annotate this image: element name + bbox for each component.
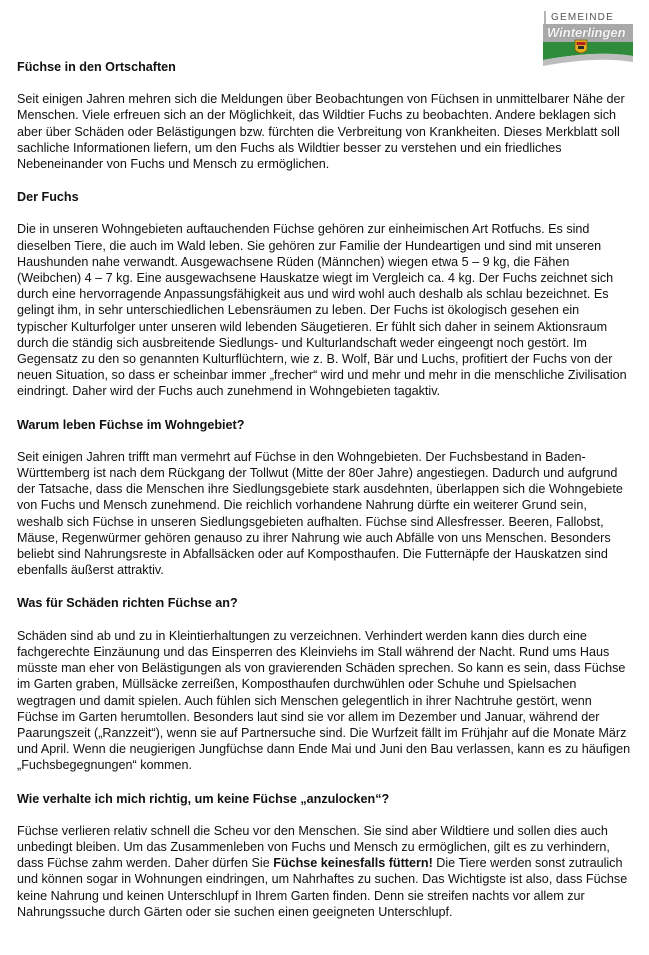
document-body <box>17 59 633 937</box>
crest-icon <box>575 40 587 53</box>
section-paragraph: Die in unseren Wohngebieten auftauchenden Füchse gehören zur einheimischen Art Rotfuchs. Es sind dieselben Tiere, die auch im Wald leben. Sie gehören zur Familie der Hundeartigen und sind mit unseren Haushunden nahe verwandt. Ausgewachsene Rüden (Männchen) wiegen etwa 5 – 9 kg, die Fähen (Weibchen) 4 – 7 kg. Eine ausgewachsene Hauskatze wiegt im Vergleich ca. 4 kg. Der Fuchs zeichnet sich durch eine hervorragende Anpassungsfähigkeit aus und wird wohl auch deshalb als schlau bezeichnet. Es gelingt ihm, in sehr unterschiedlichen Lebensräumen zu leben. Der Fuchs ist ökologisch gesehen ein typischer Kulturfolger unter unseren wild lebenden Säugetieren. Er fühlt sich daher in seinem Aktionsraum durch die ständig sich ausbreitende Siedlungs- und Kulturlandschaft weder eingeengt noch gestört. Im Gegensatz zu den so genannten Kulturflüchtern, wie z. B. Wolf, Bär und Luchs, profitiert der Fuchs von der neuen Situation, so dass er scheinbar immer „frecher“ wird und mehr und mehr in die menschliche Zivilisation eindringt. Daher wird der Fuchs auch zunehmend in Wohngebieten tagaktiv. <box>17 222 627 399</box>
emphasis-text: Füchse keinesfalls füttern! <box>273 856 433 871</box>
logo-town-text: Winterlingen <box>547 25 626 40</box>
section-heading: Warum leben Füchse im Wohngebiet? <box>17 417 245 432</box>
paragraph-text: Füchse verlieren relativ schnell die Scheu vor den Menschen. Sie sind aber Wildtiere und sollen dies auch unbedingt bleiben. Um das Zusammenleben von Fuchs und Mensch zu ermöglichen, gilt es zu verhindern, dass Füchse zahm werden. Daher dürfen Sie <box>17 823 610 871</box>
section-heading: Der Fuchs <box>17 190 79 205</box>
logo-gemeinde-text: GEMEINDE <box>551 12 614 23</box>
section-heading: Füchse in den Ortschaften <box>17 60 176 74</box>
section-paragraph <box>17 823 633 920</box>
section-heading: Wie verhalte ich mich richtig, um keine Füchse „anzulocken“? <box>17 791 390 806</box>
section-paragraph: Schäden sind ab und zu in Kleintierhaltungen zu verzeichnen. Verhindert werden kann dies durch eine fachgerechte Einzäunung und das Einsperren des Kleinviehs im Stall während der Nacht. Rund ums Haus müsste man eher von Belästigungen als von gravierenden Schäden sprechen. So kann es sein, dass Füchse im Garten graben, Müllsäcke zerreißen, Komposthaufen durchwühlen oder Schuhe und Spielsachen wegtragen und damit spielen. Auch fühlen sich Menschen gelegentlich in ihrer Nachtruhe gestört, wenn Füchse im Garten herumtollen. Besonders laut sind sie vor allem im Dezember und Januar, während der Paarungszeit („Ranzzeit“), wenn sie auf Partnersuche sind. Die Wurfzeit fällt im Frühjahr auf die Monate März und April. Wenn die neugierigen Jungfüchse dann Ende Mai und Juni den Bau verlassen, kann es zu häufigen „Fuchsbegegnungen“ kommen. <box>17 628 631 773</box>
paragraph-text: Die Tiere werden sonst zutraulich und können sogar in Wohnungen eindringen, um Nahrhaftes zu suchen. Das Wichtigste ist also, dass Füchse keine Nahrung und keinen Unterschlupf in Ihrem Garten finden. Denn sie streifen nachts vor allem zur Nahrungssuche durch Gärten oder sie suchen einen geeigneten Unterschlupf. <box>17 856 628 919</box>
section-heading: Was für Schäden richten Füchse an? <box>17 596 238 611</box>
section-paragraph: Seit einigen Jahren mehren sich die Meldungen über Beobachtungen von Füchsen in unmittelbarer Nähe der Menschen. Viele erfreuen sich an der Möglichkeit, das Wildtier Fuchs zu beobachten. Andere beklagen sich aber über Schäden oder Belästigungen bzw. fürchten die Verbreitung von Krankheiten. Dieses Merkblatt soll sachliche Informationen liefern, um den Fuchs als Wildtier besser zu verstehen und ein friedliches Nebeneinander von Fuchs und Mensch zu ermöglichen. <box>17 92 625 172</box>
section-paragraph: Seit einigen Jahren trifft man vermehrt auf Füchse in den Wohngebieten. Der Fuchsbestand in Baden-Württemberg ist nach dem Rückgang der Tollwut (Mitte der 80er Jahre) angestiegen. Dadurch und aufgrund der Tatsache, dass die Menschen ihre Siedlungsgebiete stark ausdehnten, überlappen sich die Wohngebiete von Fuchs und Mensch zunehmend. Die reichlich vorhandene Nahrung dürfte ein weiterer Grund sein, weshalb sich Füchse in unseren Siedlungsgebieten aufhalten. Füchse sind Allesfresser. Beeren, Fallobst, Mäuse, Regenwürmer gehören genauso zu ihrer Nahrung wie auch Abfälle von uns Menschen. Besonders beliebt sind Nahrungsreste in Abfallsäcken oder auf Komposthaufen. Die Futternäpfe der Hauskatzen sind ebenfalls äußerst attraktiv. <box>17 449 623 578</box>
